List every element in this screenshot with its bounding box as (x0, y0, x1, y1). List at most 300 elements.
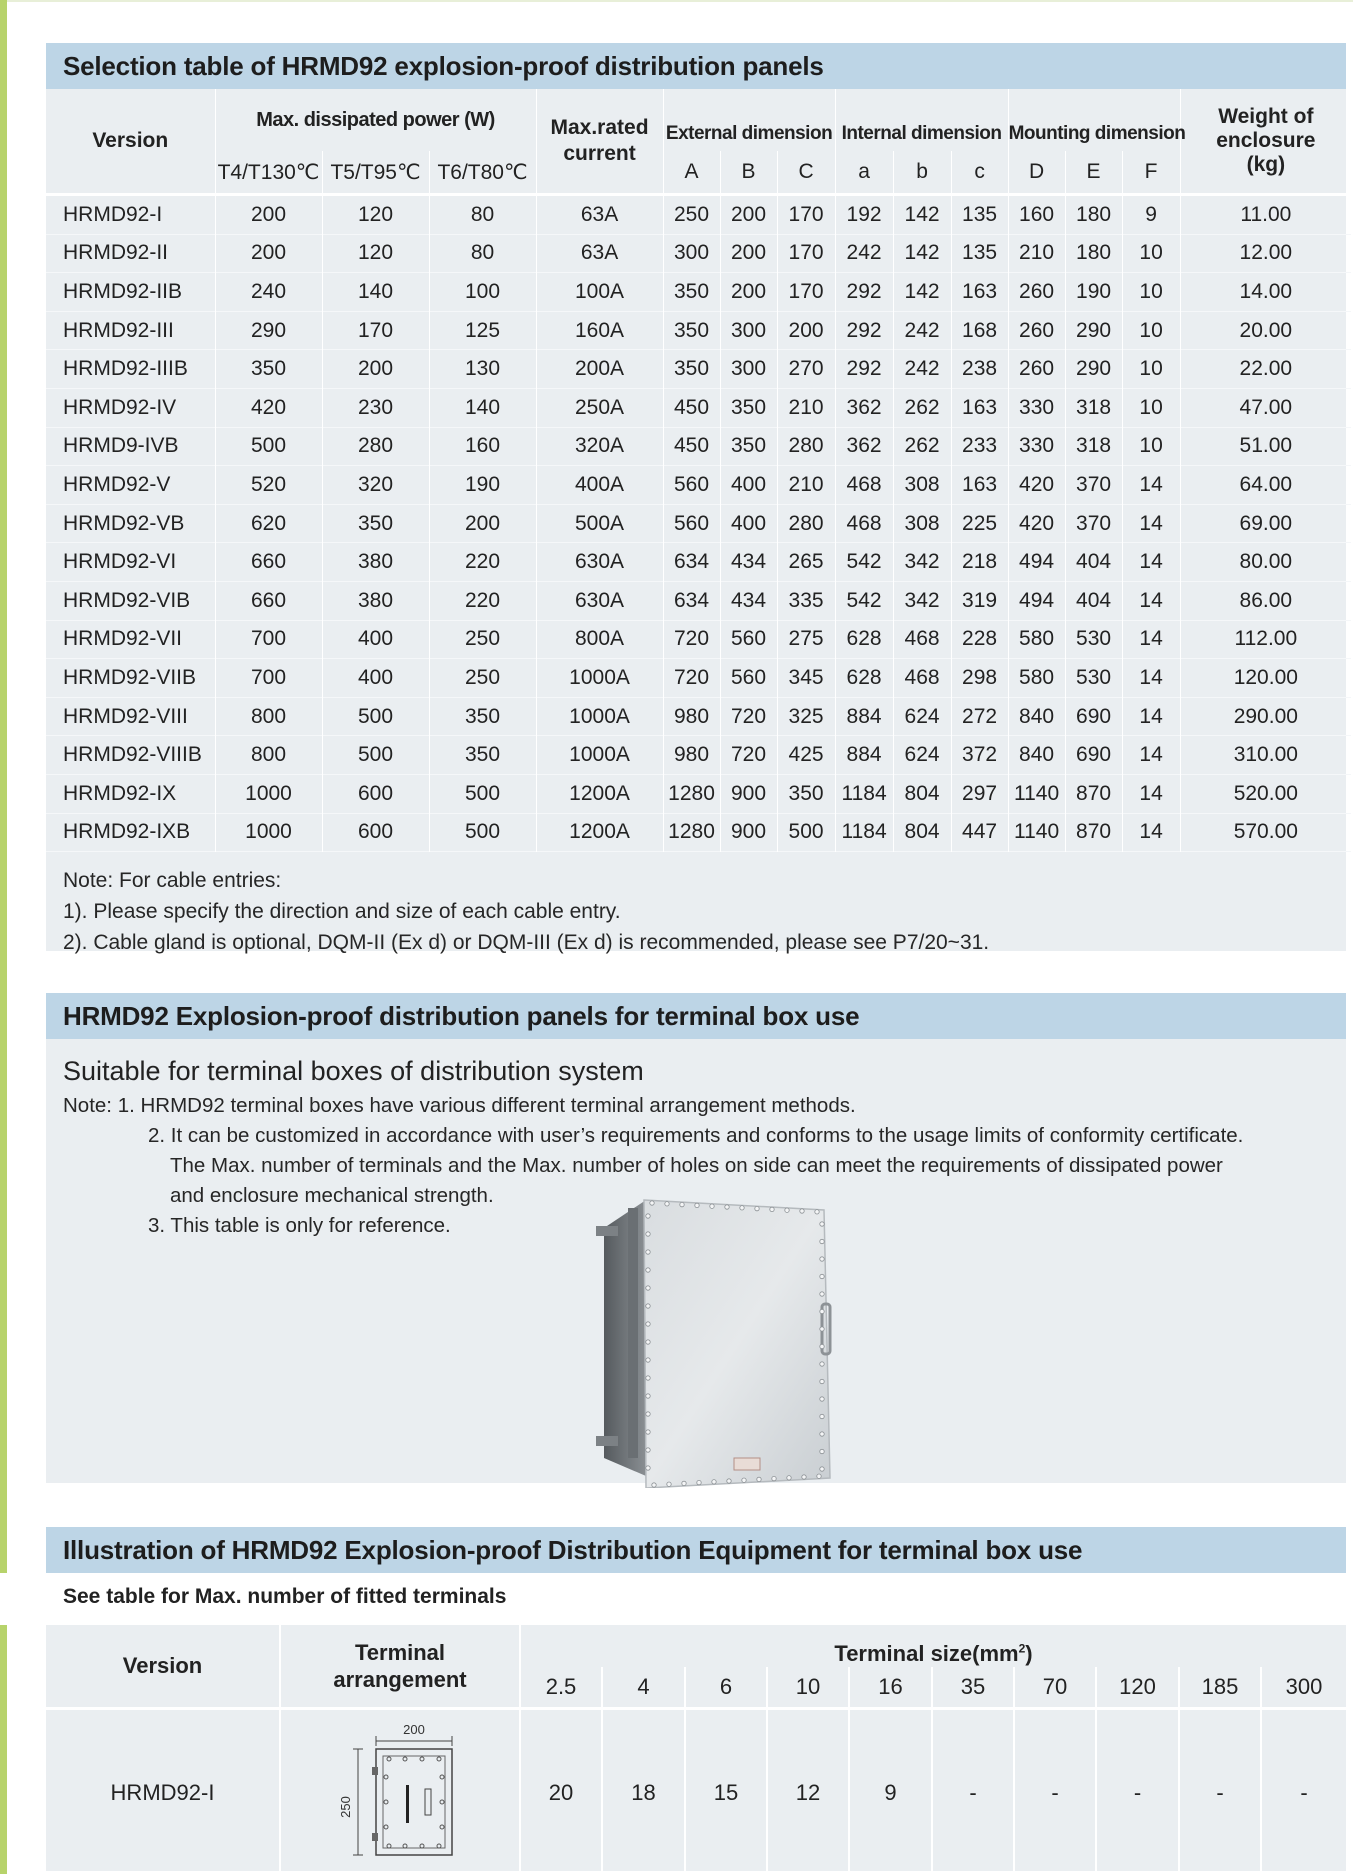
cell-mount-f: 10 (1122, 388, 1180, 427)
cell-weight: 20.00 (1180, 311, 1351, 350)
col-power-t5: T5/T95℃ (322, 151, 429, 195)
col-size: 10 (767, 1667, 849, 1709)
cell-rated-current: 1200A (536, 813, 663, 852)
col-size: 4 (602, 1667, 685, 1709)
cell-ext-c: 280 (777, 427, 835, 466)
col-size: 185 (1179, 1667, 1261, 1709)
cell-ext-a: 634 (663, 543, 720, 582)
bolt-icon (820, 1257, 824, 1261)
bolt-icon (646, 1376, 650, 1380)
cell-rated-current: 1000A (536, 736, 663, 775)
col-int-c: c (951, 151, 1008, 195)
bolt-icon (646, 1340, 650, 1344)
cell-ext-b: 720 (720, 697, 777, 736)
cell-mount-e: 190 (1065, 273, 1122, 312)
cable-entry-notes (46, 852, 1346, 970)
note-item: 2). Cable gland is optional, DQM-II (Ex d) or DQM-III (Ex d) is recommended, please see P7/20~31. (63, 927, 1346, 958)
cell-rated-current: 500A (536, 504, 663, 543)
col-size: 35 (932, 1667, 1014, 1709)
cell-ext-c: 170 (777, 234, 835, 273)
section-subtitle: See table for Max. number of fitted terminals (0, 1573, 1346, 1625)
illustration-section (46, 1527, 1346, 1871)
cell-int-c: 447 (951, 813, 1008, 852)
cell-rated-current: 400A (536, 466, 663, 505)
col-weight-line3: (kg) (1181, 153, 1352, 177)
cell-int-b: 142 (893, 195, 951, 235)
cell-ext-b: 200 (720, 234, 777, 273)
col-current (536, 89, 663, 195)
cell-ext-a: 720 (663, 620, 720, 659)
cell-ext-c: 265 (777, 543, 835, 582)
cell-int-a: 1184 (835, 813, 893, 852)
table-row (46, 350, 1351, 389)
bolt-icon (820, 1432, 824, 1436)
col-mount-f: F (1122, 151, 1180, 195)
cell-version: HRMD92-V (46, 466, 215, 505)
col-arrangement-line2: arrangement (281, 1666, 519, 1693)
cell-mount-d: 260 (1008, 311, 1065, 350)
cell-int-a: 542 (835, 543, 893, 582)
cell-ext-b: 300 (720, 350, 777, 389)
mount-bracket (596, 1436, 618, 1446)
cell-int-b: 308 (893, 504, 951, 543)
cell-mount-e: 290 (1065, 311, 1122, 350)
cell-int-c: 372 (951, 736, 1008, 775)
cell-ext-b: 350 (720, 427, 777, 466)
cell-mount-d: 330 (1008, 427, 1065, 466)
terminal-table (46, 1625, 1346, 1875)
cell-power-t4: 420 (215, 388, 322, 427)
cell-version: HRMD92-VIII (46, 697, 215, 736)
count-cell: - (1261, 1709, 1346, 1875)
cell-power-t5: 230 (322, 388, 429, 427)
cell-weight: 112.00 (1180, 620, 1351, 659)
gland-icon (372, 1833, 378, 1841)
cell-int-b: 624 (893, 736, 951, 775)
cell-mount-f: 14 (1122, 659, 1180, 698)
cell-int-c: 135 (951, 195, 1008, 235)
col-current-line2: current (537, 141, 663, 167)
cell-weight: 22.00 (1180, 350, 1351, 389)
cell-weight: 47.00 (1180, 388, 1351, 427)
terminal-box-section (46, 993, 1346, 1483)
bolt-icon (646, 1304, 650, 1308)
table-row (46, 813, 1351, 852)
cell-power-t6: 80 (429, 195, 536, 235)
cell-version: HRMD92-VIIIB (46, 736, 215, 775)
cell-power-t6: 350 (429, 697, 536, 736)
cell-power-t4: 660 (215, 543, 322, 582)
cell-int-b: 142 (893, 273, 951, 312)
cell-ext-b: 200 (720, 273, 777, 312)
cell-ext-b: 560 (720, 620, 777, 659)
cell-int-c: 225 (951, 504, 1008, 543)
cell-mount-e: 318 (1065, 388, 1122, 427)
bolt-icon (665, 1202, 669, 1206)
table-row (46, 504, 1351, 543)
col-arrangement (280, 1625, 520, 1709)
cell-int-b: 262 (893, 388, 951, 427)
cell-version: HRMD92-IXB (46, 813, 215, 852)
cell-weight: 290.00 (1180, 697, 1351, 736)
cell-mount-f: 14 (1122, 736, 1180, 775)
bolt-icon (820, 1379, 824, 1383)
cell-version: HRMD92-VB (46, 504, 215, 543)
cell-int-b: 468 (893, 620, 951, 659)
bolt-icon (646, 1322, 650, 1326)
selection-table-body (46, 195, 1351, 852)
bolt-icon (646, 1430, 650, 1434)
bolt-icon (820, 1344, 824, 1348)
cell-version: HRMD92-VI (46, 543, 215, 582)
cell-int-c: 238 (951, 350, 1008, 389)
cell-mount-e: 404 (1065, 543, 1122, 582)
cell-ext-b: 400 (720, 466, 777, 505)
cell-mount-f: 14 (1122, 620, 1180, 659)
cell-version: HRMD92-VIB (46, 581, 215, 620)
cell-ext-a: 450 (663, 427, 720, 466)
cell-ext-a: 560 (663, 466, 720, 505)
cell-power-t4: 660 (215, 581, 322, 620)
enclosure-outline (376, 1749, 452, 1855)
cell-int-a: 292 (835, 311, 893, 350)
bolt-icon (710, 1204, 714, 1208)
cell-ext-c: 280 (777, 504, 835, 543)
cell-power-t5: 600 (322, 774, 429, 813)
cell-int-b: 468 (893, 659, 951, 698)
cell-int-b: 262 (893, 427, 951, 466)
cell-power-t5: 380 (322, 543, 429, 582)
cell-int-a: 468 (835, 466, 893, 505)
section-subtitle: Suitable for terminal boxes of distribution system (46, 1039, 1346, 1087)
row-version: HRMD92-I (46, 1709, 280, 1875)
cell-int-b: 804 (893, 774, 951, 813)
col-group-external: External dimension (663, 89, 835, 151)
cell-power-t4: 500 (215, 427, 322, 466)
cell-int-c: 272 (951, 697, 1008, 736)
cell-rated-current: 1000A (536, 659, 663, 698)
gland-icon (372, 1767, 378, 1775)
cell-mount-d: 210 (1008, 234, 1065, 273)
col-mount-e: E (1065, 151, 1122, 195)
cell-power-t4: 1000 (215, 813, 322, 852)
cell-version: HRMD92-I (46, 195, 215, 235)
cell-int-b: 242 (893, 311, 951, 350)
cell-ext-b: 434 (720, 543, 777, 582)
bolt-icon (742, 1478, 746, 1482)
cell-int-b: 342 (893, 581, 951, 620)
count-cell: 12 (767, 1709, 849, 1875)
cell-version: HRMD92-VII (46, 620, 215, 659)
cell-ext-a: 350 (663, 273, 720, 312)
cell-mount-f: 10 (1122, 311, 1180, 350)
col-ext-a: A (663, 151, 720, 195)
bolt-icon (667, 1482, 671, 1486)
cell-power-t6: 130 (429, 350, 536, 389)
table-row (46, 195, 1351, 235)
cell-power-t6: 190 (429, 466, 536, 505)
bolt-icon (646, 1466, 650, 1470)
section-title: Illustration of HRMD92 Explosion-proof Distribution Equipment for terminal box use (46, 1527, 1346, 1573)
cell-int-a: 362 (835, 427, 893, 466)
cell-ext-b: 900 (720, 774, 777, 813)
bolt-icon (697, 1480, 701, 1484)
cell-int-a: 884 (835, 697, 893, 736)
bolt-icon (820, 1222, 824, 1226)
cell-power-t5: 500 (322, 697, 429, 736)
cell-mount-f: 14 (1122, 774, 1180, 813)
cell-ext-a: 1280 (663, 813, 720, 852)
cell-power-t6: 140 (429, 388, 536, 427)
cell-weight: 310.00 (1180, 736, 1351, 775)
bolt-icon (650, 1201, 654, 1205)
table-row (46, 427, 1351, 466)
bolt-icon (820, 1467, 824, 1471)
note-2-line3: and enclosure mechanical strength. (63, 1181, 1346, 1211)
cell-mount-d: 420 (1008, 466, 1065, 505)
enclosure-photo (584, 1188, 854, 1488)
table-row (46, 581, 1351, 620)
cell-ext-b: 720 (720, 736, 777, 775)
cell-mount-d: 260 (1008, 350, 1065, 389)
cell-version: HRMD92-VIIB (46, 659, 215, 698)
cell-ext-c: 170 (777, 195, 835, 235)
bolt-icon (817, 1474, 821, 1478)
cell-mount-e: 870 (1065, 774, 1122, 813)
cell-mount-d: 494 (1008, 543, 1065, 582)
cell-power-t6: 500 (429, 813, 536, 852)
bolt-icon (820, 1414, 824, 1418)
cell-mount-e: 370 (1065, 504, 1122, 543)
note-1: Note: 1. HRMD92 terminal boxes have various different terminal arrangement methods. (63, 1091, 1346, 1121)
terminal-size-close: ) (1025, 1641, 1032, 1666)
note-heading: Note: For cable entries: (63, 865, 1346, 896)
cell-ext-c: 335 (777, 581, 835, 620)
cell-power-t5: 200 (322, 350, 429, 389)
cell-int-b: 142 (893, 234, 951, 273)
cell-weight: 11.00 (1180, 195, 1351, 235)
cell-int-b: 624 (893, 697, 951, 736)
cell-mount-f: 14 (1122, 813, 1180, 852)
cell-weight: 86.00 (1180, 581, 1351, 620)
cell-power-t5: 140 (322, 273, 429, 312)
cell-power-t4: 800 (215, 697, 322, 736)
cell-version: HRMD9-IVB (46, 427, 215, 466)
bolt-icon (725, 1205, 729, 1209)
count-cell: 15 (685, 1709, 767, 1875)
cell-mount-d: 840 (1008, 697, 1065, 736)
cell-int-a: 468 (835, 504, 893, 543)
selection-table (46, 89, 1351, 852)
table-row (46, 1709, 1346, 1875)
col-int-b: b (893, 151, 951, 195)
bolt-icon (820, 1449, 824, 1453)
cell-mount-d: 840 (1008, 736, 1065, 775)
bolt-icon (802, 1475, 806, 1479)
cell-ext-a: 450 (663, 388, 720, 427)
cell-power-t5: 120 (322, 195, 429, 235)
cell-ext-a: 980 (663, 697, 720, 736)
cell-mount-e: 318 (1065, 427, 1122, 466)
note-2-line2: The Max. number of terminals and the Max. number of holes on side can meet the requirements of dissipated power (63, 1151, 1346, 1181)
terminal-size-sup: 2 (1019, 1642, 1026, 1656)
bolt-icon (820, 1274, 824, 1278)
cell-mount-e: 870 (1065, 813, 1122, 852)
cell-mount-f: 14 (1122, 504, 1180, 543)
bolt-icon (800, 1209, 804, 1213)
cell-mount-d: 1140 (1008, 774, 1065, 813)
col-group-power: Max. dissipated power (W) (215, 89, 536, 151)
cell-int-a: 292 (835, 273, 893, 312)
cell-int-a: 242 (835, 234, 893, 273)
cell-mount-d: 1140 (1008, 813, 1065, 852)
col-version: Version (46, 1625, 280, 1709)
cell-mount-f: 10 (1122, 234, 1180, 273)
cell-version: HRMD92-IIIB (46, 350, 215, 389)
cell-mount-d: 494 (1008, 581, 1065, 620)
cell-ext-b: 900 (720, 813, 777, 852)
cell-power-t6: 250 (429, 620, 536, 659)
col-power-t4: T4/T130℃ (215, 151, 322, 195)
dim-height-label: 250 (338, 1796, 353, 1818)
col-ext-b: B (720, 151, 777, 195)
cell-power-t6: 200 (429, 504, 536, 543)
cell-int-c: 298 (951, 659, 1008, 698)
terminal-size-label: Terminal size(mm (834, 1641, 1018, 1666)
bolt-icon (646, 1286, 650, 1290)
cell-mount-f: 14 (1122, 697, 1180, 736)
cell-power-t5: 500 (322, 736, 429, 775)
col-group-terminal-size (520, 1625, 1346, 1667)
selection-table-section (46, 43, 1346, 951)
bolt-icon (682, 1481, 686, 1485)
cell-power-t5: 170 (322, 311, 429, 350)
cell-power-t5: 320 (322, 466, 429, 505)
cell-mount-d: 330 (1008, 388, 1065, 427)
cell-ext-c: 350 (777, 774, 835, 813)
table-row (46, 466, 1351, 505)
bolt-icon (646, 1214, 650, 1218)
cell-ext-a: 980 (663, 736, 720, 775)
cell-power-t6: 125 (429, 311, 536, 350)
bolt-icon (646, 1448, 650, 1452)
cell-power-t4: 350 (215, 350, 322, 389)
cell-power-t6: 160 (429, 427, 536, 466)
cell-int-b: 242 (893, 350, 951, 389)
bolt-icon (820, 1362, 824, 1366)
cell-int-b: 308 (893, 466, 951, 505)
bolt-icon (820, 1239, 824, 1243)
table-row (46, 697, 1351, 736)
col-size: 300 (1261, 1667, 1346, 1709)
cell-ext-c: 270 (777, 350, 835, 389)
cell-ext-a: 1280 (663, 774, 720, 813)
bolt-icon (770, 1207, 774, 1211)
cell-power-t6: 220 (429, 581, 536, 620)
cell-int-c: 163 (951, 388, 1008, 427)
cell-ext-a: 300 (663, 234, 720, 273)
col-weight (1180, 89, 1351, 195)
cell-mount-f: 10 (1122, 427, 1180, 466)
cell-power-t5: 400 (322, 620, 429, 659)
bolt-icon (646, 1412, 650, 1416)
table-row (46, 543, 1351, 582)
cell-ext-c: 200 (777, 311, 835, 350)
cell-power-t6: 100 (429, 273, 536, 312)
cell-ext-a: 634 (663, 581, 720, 620)
cell-int-c: 233 (951, 427, 1008, 466)
cell-weight: 80.00 (1180, 543, 1351, 582)
bolt-icon (820, 1309, 824, 1313)
col-size: 120 (1096, 1667, 1179, 1709)
bolt-icon (680, 1202, 684, 1206)
col-mount-d: D (1008, 151, 1065, 195)
cell-power-t4: 200 (215, 234, 322, 273)
col-ext-c: C (777, 151, 835, 195)
cell-mount-d: 580 (1008, 620, 1065, 659)
col-weight-line2: enclosure (1181, 129, 1352, 153)
col-size: 6 (685, 1667, 767, 1709)
cell-int-a: 1184 (835, 774, 893, 813)
cell-mount-e: 180 (1065, 234, 1122, 273)
cell-power-t6: 250 (429, 659, 536, 698)
col-size: 16 (849, 1667, 932, 1709)
cell-power-t4: 620 (215, 504, 322, 543)
terminal-rail (406, 1785, 409, 1823)
cell-ext-c: 325 (777, 697, 835, 736)
cell-int-c: 163 (951, 273, 1008, 312)
col-size: 70 (1014, 1667, 1096, 1709)
arrangement-drawing (280, 1709, 520, 1875)
section-title: Selection table of HRMD92 explosion-proof distribution panels (46, 43, 1346, 89)
cell-ext-b: 434 (720, 581, 777, 620)
cell-ext-a: 250 (663, 195, 720, 235)
cell-ext-b: 350 (720, 388, 777, 427)
bolt-icon (757, 1477, 761, 1481)
cell-power-t4: 700 (215, 659, 322, 698)
col-version: Version (46, 89, 215, 195)
cell-version: HRMD92-IIB (46, 273, 215, 312)
cell-version: HRMD92-III (46, 311, 215, 350)
section-title: HRMD92 Explosion-proof distribution panels for terminal box use (46, 993, 1346, 1039)
cell-power-t4: 800 (215, 736, 322, 775)
nameplate (734, 1458, 760, 1470)
bolt-icon (646, 1358, 650, 1362)
note-item: 1). Please specify the direction and size of each cable entry. (63, 896, 1346, 927)
col-int-a: a (835, 151, 893, 195)
cell-power-t4: 240 (215, 273, 322, 312)
cell-rated-current: 250A (536, 388, 663, 427)
mount-bracket (596, 1226, 618, 1236)
bolt-icon (755, 1206, 759, 1210)
cell-ext-c: 425 (777, 736, 835, 775)
dim-width-label: 200 (403, 1722, 425, 1737)
cell-power-t6: 500 (429, 774, 536, 813)
cell-mount-e: 404 (1065, 581, 1122, 620)
cell-int-b: 342 (893, 543, 951, 582)
cell-rated-current: 63A (536, 195, 663, 235)
bolt-icon (740, 1206, 744, 1210)
bolt-icon (695, 1203, 699, 1207)
count-cell: 20 (520, 1709, 602, 1875)
cell-power-t6: 80 (429, 234, 536, 273)
bolt-icon (646, 1250, 650, 1254)
bolt-icon (646, 1268, 650, 1272)
bolt-icon (646, 1232, 650, 1236)
cell-ext-a: 720 (663, 659, 720, 698)
bolt-icon (820, 1397, 824, 1401)
cell-rated-current: 320A (536, 427, 663, 466)
